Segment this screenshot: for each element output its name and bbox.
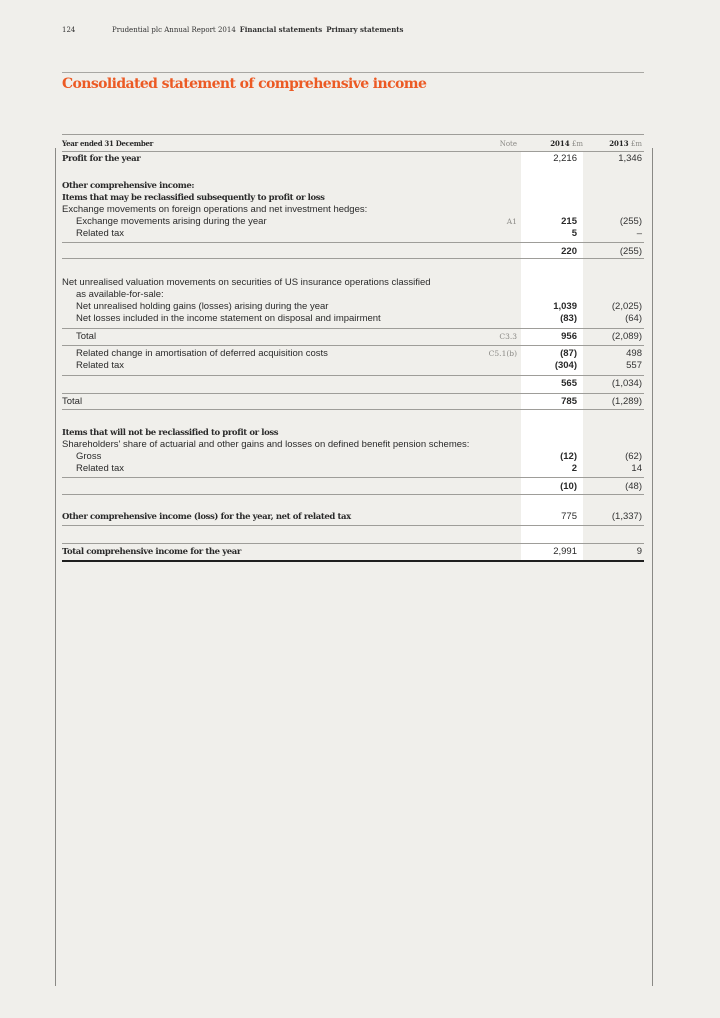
section-rule [62,543,644,544]
section-rule [62,393,644,394]
table-row: Shareholders' share of actuarial and other gains and losses on defined benefit pension schemes: [62,439,470,450]
table-row: Gross (12) (62) [76,451,642,462]
running-head [62,25,403,34]
right-margin-rule [652,148,653,986]
table-row: Total 785 (1,289) [62,396,642,407]
table-top-rule [62,134,644,135]
table-row: Net unrealised holding gains (losses) arising during the year 1,039 (2,025) [76,301,642,312]
table-row: Net unrealised valuation movements on securities of US insurance operations classified [62,277,431,288]
subtotal-rule [62,477,644,478]
subtotal-rule [62,375,644,376]
page-title: Consolidated statement of comprehensive income [62,76,427,92]
subtotal-rule [62,328,644,329]
table-row: Related change in amortisation of deferred acquisition costs C5.1(b) (87) 498 [76,348,642,359]
header-2013: 2013 £m [609,139,642,148]
subtotal-rule [62,242,644,243]
subsection-name: Primary statements [326,25,404,34]
table-row: Exchange movements on foreign operations and net investment hedges: [62,204,368,215]
section-rule [62,525,644,526]
table-row: 220 (255) [561,246,642,257]
table-row: Items that will not be reclassified to profit or loss [62,428,279,438]
section-rule [62,345,644,346]
left-margin-rule [55,148,56,986]
publication-name: Prudential plc Annual Report 2014 [112,26,236,34]
table-header [62,138,644,150]
table-bottom-rule [62,560,644,562]
page-number: 124 [62,26,76,34]
table-row: Related tax 2 14 [76,463,642,474]
table-row: Net losses included in the income statement on disposal and impairment (83) (64) [76,313,642,324]
header-note: Note [499,140,517,148]
table-row: Related tax 5 – [76,228,642,239]
table-row: 565 (1,034) [561,378,642,389]
section-rule [62,494,644,495]
table-row: Total comprehensive income for the year 2,991 9 [62,546,642,557]
section-name: Financial statements [239,25,323,34]
table-row: (10) (48) [560,481,642,492]
table-row: Other comprehensive income (loss) for the year, net of related tax 775 (1,337) [62,511,642,522]
section-rule [62,409,644,410]
title-rule [62,72,644,73]
table-row: Profit for the year 2,216 1,346 [62,153,642,164]
header-year-label: Year ended 31 December [62,139,153,148]
table-row: Exchange movements arising during the year A1 215 (255) [76,216,642,227]
table-row: Total C3.3 956 (2,089) [76,331,642,342]
table-row: as available-for-sale: [76,289,164,300]
section-rule [62,258,644,259]
table-row: Other comprehensive income: [62,181,195,191]
header-rule [62,151,644,152]
header-2014: 2014 £m [550,139,583,148]
table-row: Items that may be reclassified subsequently to profit or loss [62,193,325,203]
table-row: Related tax (304) 557 [76,360,642,371]
